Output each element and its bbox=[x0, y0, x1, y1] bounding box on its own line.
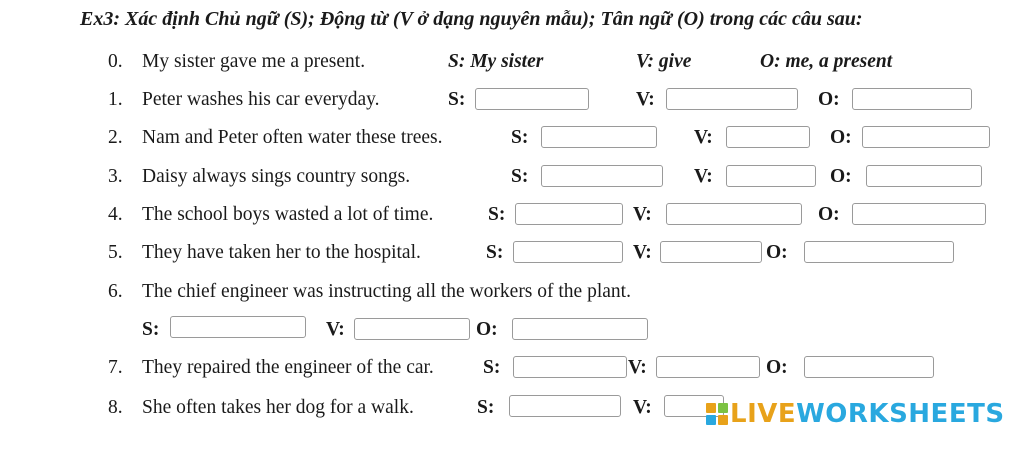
verb-answer-box-1[interactable] bbox=[666, 88, 798, 110]
subject-answer-box-2[interactable] bbox=[541, 126, 657, 148]
subject-label: S: bbox=[488, 204, 506, 225]
subject-answer-box-3[interactable] bbox=[541, 165, 663, 187]
object-label: O: bbox=[818, 89, 840, 110]
example-subject: S: My sister bbox=[448, 51, 544, 72]
example-sentence: My sister gave me a present. bbox=[142, 51, 366, 72]
verb-answer-box-4[interactable] bbox=[666, 203, 802, 225]
item-sentence: She often takes her dog for a walk. bbox=[142, 397, 414, 418]
item-sentence: Nam and Peter often water these trees. bbox=[142, 127, 443, 148]
verb-answer-box-2[interactable] bbox=[726, 126, 810, 148]
logo-text-worksheets: WORKSHEETS bbox=[796, 399, 1005, 429]
item-number: 8. bbox=[108, 397, 123, 418]
object-label: O: bbox=[830, 127, 852, 148]
object-answer-box-3[interactable] bbox=[866, 165, 982, 187]
object-answer-box-5[interactable] bbox=[804, 241, 954, 263]
object-label: O: bbox=[818, 204, 840, 225]
item-number: 3. bbox=[108, 166, 123, 187]
subject-label: S: bbox=[448, 89, 466, 110]
item-sentence: Daisy always sings country songs. bbox=[142, 166, 411, 187]
item-sentence: The school boys wasted a lot of time. bbox=[142, 204, 434, 225]
logo-text-live: LIVE bbox=[730, 399, 797, 429]
item-sentence: Peter washes his car everyday. bbox=[142, 89, 380, 110]
verb-label: V: bbox=[633, 242, 652, 263]
object-label: O: bbox=[476, 319, 498, 340]
object-label: O: bbox=[766, 242, 788, 263]
item-sentence: They have taken her to the hospital. bbox=[142, 242, 421, 263]
verb-answer-box-6[interactable] bbox=[354, 318, 470, 340]
exercise-title: Ex3: Xác định Chủ ngữ (S); Động từ (V ở dạng nguyên mẫu); Tân ngữ (O) trong các câu sau: bbox=[80, 8, 863, 30]
item-sentence: They repaired the engineer of the car. bbox=[142, 357, 434, 378]
verb-label: V: bbox=[694, 127, 713, 148]
object-label: O: bbox=[766, 357, 788, 378]
subject-label: S: bbox=[483, 357, 501, 378]
verb-label: V: bbox=[628, 357, 647, 378]
item-sentence: The chief engineer was instructing all the workers of the plant. bbox=[142, 281, 631, 302]
example-object: O: me, a present bbox=[760, 51, 893, 72]
verb-label: V: bbox=[694, 166, 713, 187]
object-answer-box-6[interactable] bbox=[512, 318, 648, 340]
example-number: 0. bbox=[108, 51, 123, 72]
subject-answer-box-5[interactable] bbox=[513, 241, 623, 263]
object-answer-box-1[interactable] bbox=[852, 88, 972, 110]
item-number: 4. bbox=[108, 204, 123, 225]
subject-label: S: bbox=[511, 166, 529, 187]
verb-label: V: bbox=[633, 397, 652, 418]
subject-answer-box-1[interactable] bbox=[475, 88, 589, 110]
verb-answer-box-7[interactable] bbox=[656, 356, 760, 378]
subject-label: S: bbox=[142, 319, 160, 340]
object-label: O: bbox=[830, 166, 852, 187]
item-number: 1. bbox=[108, 89, 123, 110]
liveworksheets-grid-icon bbox=[706, 403, 728, 425]
subject-label: S: bbox=[511, 127, 529, 148]
object-answer-box-2[interactable] bbox=[862, 126, 990, 148]
example-verb: V: give bbox=[636, 51, 692, 72]
subject-answer-box-8[interactable] bbox=[509, 395, 621, 417]
item-number: 2. bbox=[108, 127, 123, 148]
subject-label: S: bbox=[486, 242, 504, 263]
subject-answer-box-4[interactable] bbox=[515, 203, 623, 225]
subject-label: S: bbox=[477, 397, 495, 418]
item-number: 5. bbox=[108, 242, 123, 263]
verb-answer-box-3[interactable] bbox=[726, 165, 816, 187]
item-number: 6. bbox=[108, 281, 123, 302]
verb-answer-box-5[interactable] bbox=[660, 241, 762, 263]
liveworksheets-logo bbox=[706, 398, 1005, 430]
verb-label: V: bbox=[326, 319, 345, 340]
item-number: 7. bbox=[108, 357, 123, 378]
verb-label: V: bbox=[633, 204, 652, 225]
subject-answer-box-6[interactable] bbox=[170, 316, 306, 338]
verb-label: V: bbox=[636, 89, 655, 110]
subject-answer-box-7[interactable] bbox=[513, 356, 627, 378]
object-answer-box-4[interactable] bbox=[852, 203, 986, 225]
object-answer-box-7[interactable] bbox=[804, 356, 934, 378]
